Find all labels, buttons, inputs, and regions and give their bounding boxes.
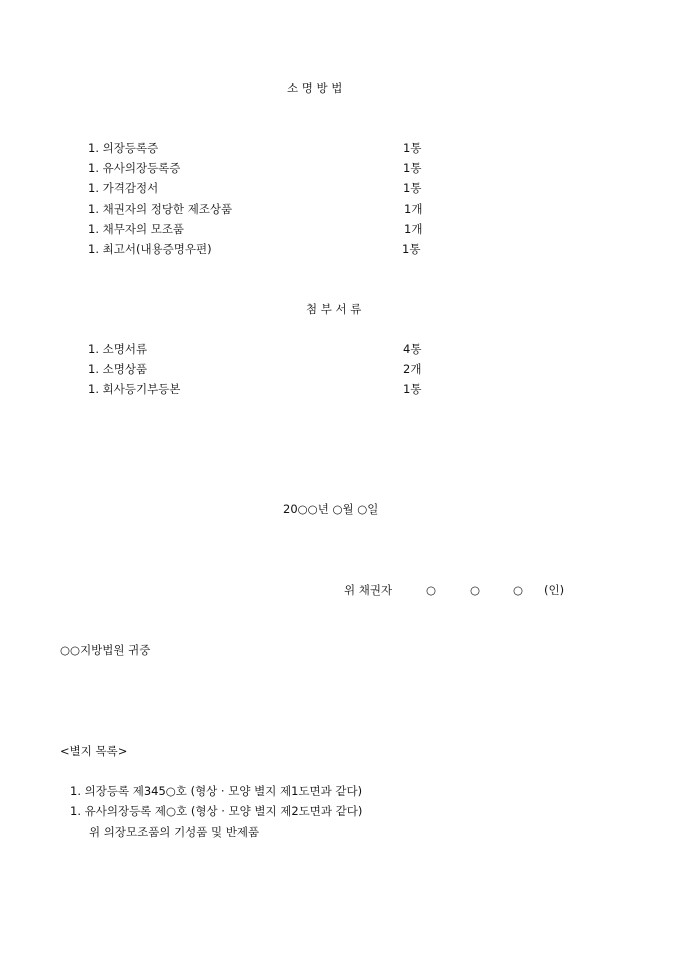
appendix-note: 위 의장모조품의 기성품 및 반제품 <box>89 825 260 839</box>
list-item-label: 1. 소명서류 <box>88 342 148 356</box>
section1-title: 소 명 방 법 <box>287 81 343 95</box>
name-mark: ○ <box>426 583 437 597</box>
seal-mark: (인) <box>544 583 565 597</box>
section2-title: 첨 부 서 류 <box>306 302 362 316</box>
creditor-label: 위 채권자 <box>344 583 393 597</box>
appendix-item: 1. 유사의장등록 제○호 (형상 · 모양 별지 제2도면과 같다) <box>70 804 363 818</box>
list-item-label: 1. 채무자의 모조품 <box>88 222 185 236</box>
list-item-qty: 1통 <box>403 181 422 195</box>
list-item-qty: 1통 <box>403 382 422 396</box>
list-item-qty: 1통 <box>403 161 422 175</box>
court-addressee: ○○지방법원 귀중 <box>60 643 151 657</box>
list-item-qty: 4통 <box>403 342 422 356</box>
list-item-label: 1. 최고서(내용증명우편) <box>88 242 212 256</box>
list-item-label: 1. 의장등록증 <box>88 141 159 155</box>
list-item-qty: 1개 <box>404 222 423 236</box>
list-item-label: 1. 채권자의 정당한 제조상품 <box>88 202 233 216</box>
list-item-qty: 1통 <box>403 141 422 155</box>
list-item-qty: 2개 <box>403 362 422 376</box>
name-mark: ○ <box>470 583 481 597</box>
list-item-label: 1. 유사의장등록증 <box>88 161 181 175</box>
list-item-label: 1. 소명상품 <box>88 362 148 376</box>
list-item-qty: 1개 <box>404 202 423 216</box>
document-date: 20○○년 ○월 ○일 <box>283 502 379 516</box>
list-item-label: 1. 회사등기부등본 <box>88 382 181 396</box>
name-mark: ○ <box>513 583 524 597</box>
appendix-item: 1. 의장등록 제345○호 (형상 · 모양 별지 제1도면과 같다) <box>70 784 363 798</box>
list-item-label: 1. 가격감정서 <box>88 181 159 195</box>
appendix-heading: <별지 목록> <box>60 744 128 758</box>
list-item-qty: 1통 <box>402 242 421 256</box>
